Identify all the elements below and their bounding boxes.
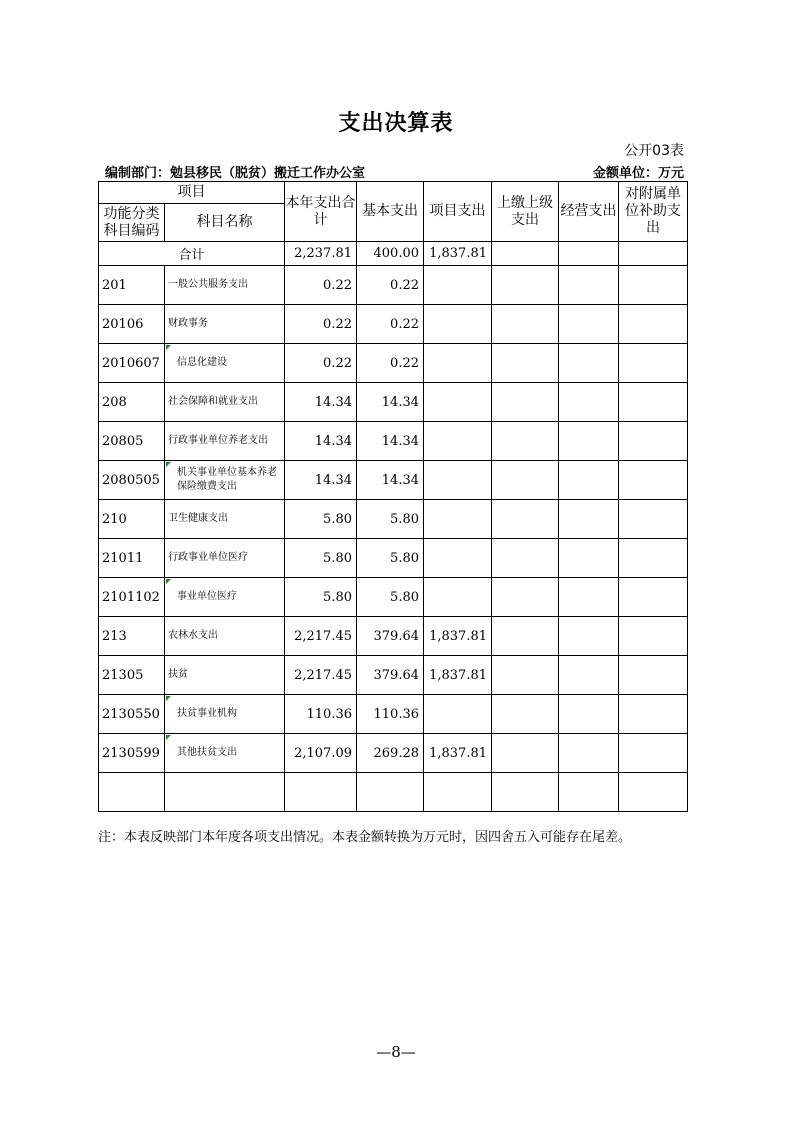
subject-name-text: 行政事业单位养老支出 xyxy=(168,435,268,446)
department-label: 编制部门：勉县移民（脱贫）搬迁工作办公室 xyxy=(105,166,366,181)
business-cell xyxy=(559,578,619,617)
header-total: 本年支出合计 xyxy=(285,182,357,242)
superior-cell xyxy=(492,734,559,773)
header-code: 功能分类科目编码 xyxy=(99,204,165,242)
subject-name-text: 卫生健康支出 xyxy=(168,513,228,524)
table-row xyxy=(99,695,688,734)
basic-cell xyxy=(357,773,424,812)
superior-cell xyxy=(492,617,559,656)
superior-cell xyxy=(492,695,559,734)
header-basic: 基本支出 xyxy=(357,182,424,242)
project-cell xyxy=(424,422,492,461)
header-name: 科目名称 xyxy=(165,204,285,242)
basic-cell: 110.36 xyxy=(357,695,424,734)
project-cell: 1,837.81 xyxy=(424,734,492,773)
superior-cell xyxy=(492,773,559,812)
subsidy-cell xyxy=(619,656,688,695)
subsidy-cell xyxy=(619,695,688,734)
header-business: 经营支出 xyxy=(559,182,619,242)
subject-code-cell: 21011 xyxy=(99,539,165,578)
business-cell xyxy=(559,305,619,344)
subsidy-cell xyxy=(619,344,688,383)
subject-code-cell: 2130550 xyxy=(99,695,165,734)
superior-cell xyxy=(492,500,559,539)
superior-cell xyxy=(492,305,559,344)
project-cell xyxy=(424,461,492,500)
table-row xyxy=(99,578,688,617)
subsidy-cell xyxy=(619,305,688,344)
subject-code-cell: 2080505 xyxy=(99,461,165,500)
project-cell xyxy=(424,266,492,305)
total-subsidy xyxy=(619,242,688,266)
table-row xyxy=(99,656,688,695)
subject-name-cell xyxy=(165,656,285,695)
header-project: 项目支出 xyxy=(424,182,492,242)
subsidy-cell xyxy=(619,617,688,656)
basic-cell: 0.22 xyxy=(357,344,424,383)
subject-name-text: 机关事业单位基本养老保险缴费支出 xyxy=(177,467,277,492)
subject-name-cell xyxy=(165,695,285,734)
superior-cell xyxy=(492,539,559,578)
subject-name-cell xyxy=(165,305,285,344)
total-project: 1,837.81 xyxy=(424,242,492,266)
business-cell xyxy=(559,539,619,578)
footnote: 注：本表反映部门本年度各项支出情况。本表金额转换为万元时，因四舍五入可能存在尾差。 xyxy=(98,830,632,845)
subsidy-cell xyxy=(619,461,688,500)
subject-name-text: 事业单位医疗 xyxy=(177,591,237,602)
total-amount: 2,237.81 xyxy=(285,242,357,266)
total-cell: 2,217.45 xyxy=(285,617,357,656)
total-cell: 0.22 xyxy=(285,305,357,344)
business-cell xyxy=(559,266,619,305)
table-row xyxy=(99,383,688,422)
table-row xyxy=(99,734,688,773)
subject-name-text: 信息化建设 xyxy=(177,357,227,368)
subject-name-cell xyxy=(165,500,285,539)
subject-code-cell: 20106 xyxy=(99,305,165,344)
subject-name-text: 一般公共服务支出 xyxy=(168,279,248,290)
subject-name-text: 行政事业单位医疗 xyxy=(168,552,248,563)
subject-name-cell xyxy=(165,383,285,422)
total-cell: 0.22 xyxy=(285,266,357,305)
business-cell xyxy=(559,422,619,461)
basic-cell: 379.64 xyxy=(357,656,424,695)
page-title: 支出决算表 xyxy=(338,111,454,136)
superior-cell xyxy=(492,344,559,383)
basic-cell: 269.28 xyxy=(357,734,424,773)
header-subsidy: 对附属单位补助支出 xyxy=(619,182,688,242)
subject-code-cell: 210 xyxy=(99,500,165,539)
total-cell: 2,107.09 xyxy=(285,734,357,773)
subsidy-cell xyxy=(619,578,688,617)
header-superior: 上缴上级支出 xyxy=(492,182,559,242)
table-row xyxy=(99,500,688,539)
business-cell xyxy=(559,383,619,422)
total-cell: 5.80 xyxy=(285,539,357,578)
total-row xyxy=(99,242,688,266)
business-cell xyxy=(559,500,619,539)
subject-code-cell: 20805 xyxy=(99,422,165,461)
basic-cell: 5.80 xyxy=(357,578,424,617)
table-row xyxy=(99,266,688,305)
form-number: 公开03表 xyxy=(624,143,684,159)
subject-name-cell xyxy=(165,461,285,500)
cell-marker-icon xyxy=(166,735,171,740)
header-item: 项目 xyxy=(99,182,285,204)
cell-marker-icon xyxy=(166,462,171,467)
basic-cell: 0.22 xyxy=(357,266,424,305)
cell-marker-icon xyxy=(166,696,171,701)
project-cell xyxy=(424,344,492,383)
total-cell: 14.34 xyxy=(285,383,357,422)
basic-cell: 5.80 xyxy=(357,500,424,539)
subsidy-cell xyxy=(619,422,688,461)
table-row xyxy=(99,305,688,344)
subject-name-text: 其他扶贫支出 xyxy=(177,747,237,758)
total-cell: 0.22 xyxy=(285,344,357,383)
subsidy-cell xyxy=(619,773,688,812)
subject-name-cell xyxy=(165,344,285,383)
subsidy-cell xyxy=(619,266,688,305)
cell-marker-icon xyxy=(166,345,171,350)
subject-code-cell: 2130599 xyxy=(99,734,165,773)
subject-name-text: 农林水支出 xyxy=(168,630,218,641)
total-basic: 400.00 xyxy=(357,242,424,266)
project-cell xyxy=(424,305,492,344)
subsidy-cell xyxy=(619,734,688,773)
table-row xyxy=(99,617,688,656)
basic-cell: 14.34 xyxy=(357,383,424,422)
subject-name-text: 扶贫事业机构 xyxy=(177,708,237,719)
project-cell: 1,837.81 xyxy=(424,617,492,656)
business-cell xyxy=(559,344,619,383)
subject-name-text: 扶贫 xyxy=(168,669,188,680)
total-cell: 14.34 xyxy=(285,422,357,461)
superior-cell xyxy=(492,383,559,422)
project-cell: 1,837.81 xyxy=(424,656,492,695)
superior-cell xyxy=(492,266,559,305)
business-cell xyxy=(559,461,619,500)
table-row xyxy=(99,422,688,461)
subject-name-text: 财政事务 xyxy=(168,318,208,329)
header-row-1 xyxy=(99,182,688,204)
superior-cell xyxy=(492,578,559,617)
total-cell: 110.36 xyxy=(285,695,357,734)
table-row xyxy=(99,461,688,500)
total-cell: 5.80 xyxy=(285,578,357,617)
total-business xyxy=(559,242,619,266)
subject-code-cell: 213 xyxy=(99,617,165,656)
total-cell: 2,217.45 xyxy=(285,656,357,695)
subsidy-cell xyxy=(619,539,688,578)
subject-code-cell: 21305 xyxy=(99,656,165,695)
subsidy-cell xyxy=(619,383,688,422)
project-cell xyxy=(424,773,492,812)
business-cell xyxy=(559,773,619,812)
subject-code-cell xyxy=(99,773,165,812)
subject-name-cell xyxy=(165,773,285,812)
table-row xyxy=(99,539,688,578)
project-cell xyxy=(424,539,492,578)
project-cell xyxy=(424,578,492,617)
project-cell xyxy=(424,500,492,539)
subject-name-cell xyxy=(165,734,285,773)
subject-code-cell: 2101102 xyxy=(99,578,165,617)
subject-code-cell: 201 xyxy=(99,266,165,305)
subject-name-cell xyxy=(165,539,285,578)
basic-cell: 14.34 xyxy=(357,422,424,461)
subject-code-cell: 208 xyxy=(99,383,165,422)
basic-cell: 0.22 xyxy=(357,305,424,344)
subsidy-cell xyxy=(619,500,688,539)
total-superior xyxy=(492,242,559,266)
table-row xyxy=(99,344,688,383)
business-cell xyxy=(559,734,619,773)
amount-unit-label: 金额单位：万元 xyxy=(592,166,684,181)
basic-cell: 14.34 xyxy=(357,461,424,500)
superior-cell xyxy=(492,461,559,500)
business-cell xyxy=(559,656,619,695)
total-label: 合计 xyxy=(99,242,285,266)
total-cell: 5.80 xyxy=(285,500,357,539)
basic-cell: 5.80 xyxy=(357,539,424,578)
superior-cell xyxy=(492,656,559,695)
business-cell xyxy=(559,617,619,656)
subject-name-cell xyxy=(165,617,285,656)
total-cell: 14.34 xyxy=(285,461,357,500)
business-cell xyxy=(559,695,619,734)
basic-cell: 379.64 xyxy=(357,617,424,656)
page-number: —8— xyxy=(376,1043,416,1061)
subject-code-cell: 2010607 xyxy=(99,344,165,383)
subject-name-cell xyxy=(165,578,285,617)
superior-cell xyxy=(492,422,559,461)
table-row xyxy=(99,773,688,812)
cell-marker-icon xyxy=(166,579,171,584)
subject-name-text: 社会保障和就业支出 xyxy=(168,396,258,407)
expenditure-table xyxy=(98,181,688,812)
total-cell xyxy=(285,773,357,812)
project-cell xyxy=(424,695,492,734)
subject-name-cell xyxy=(165,266,285,305)
subject-name-cell xyxy=(165,422,285,461)
project-cell xyxy=(424,383,492,422)
